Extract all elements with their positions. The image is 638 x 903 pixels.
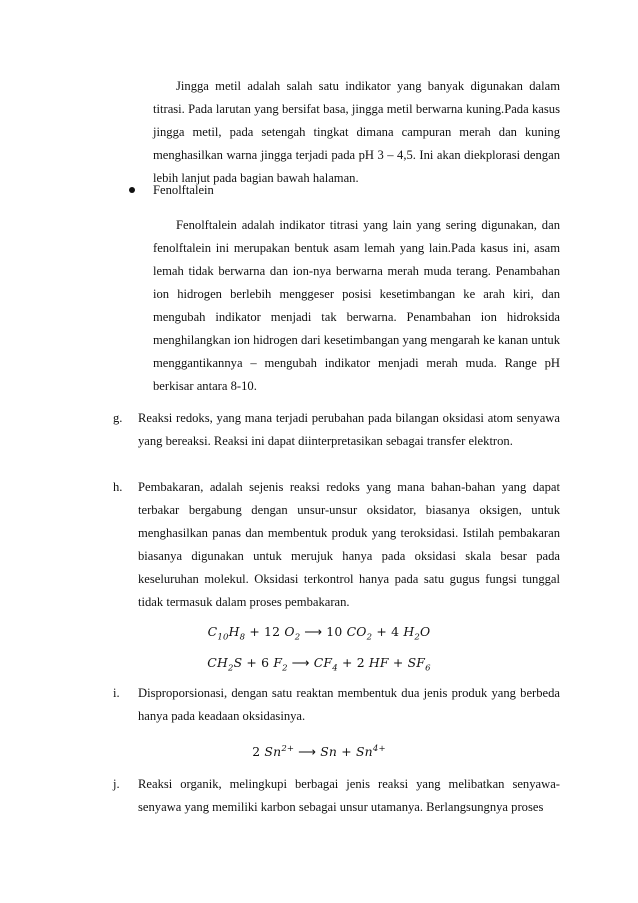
list-item-text: Reaksi redoks, yang mana terjadi perubahan pada bilangan oksidasi atom senyawa yang bereaksi. Reaksi ini dapat diinterpretasikan sebagai transfer elektron. (138, 411, 560, 448)
equation: $CH_2S + 6$ $F_2$ ⟶ $CF_4 + 2$ HF + $SF_6$ (207, 655, 431, 674)
list-marker: i. (113, 686, 120, 700)
list-item-text: Pembakaran, adalah sejenis reaksi redoks yang mana bahan-bahan yang dapat terbakar bergabung dengan unsur-unsur oksidator, biasanya oksigen, untuk menghasilkan panas dan membentuk produk yang teroksidasi. Istilah pembakaran biasanya digunakan untuk merujuk hanya pada oksidasi skala besar pada keseluruhan molekul. Oksidasi terkontrol hanya pada satu gugus fungsi tunggal tidak termasuk dalam proses pembakaran. (138, 480, 560, 609)
list-marker: j. (113, 777, 120, 791)
equation: $C_{10}H_8 + 12$ $O_2$ ⟶ 10 $CO_2 + 4$ $H_2O$ (207, 624, 431, 643)
list-marker: g. (113, 411, 123, 425)
list-item-text: Disproporsionasi, dengan satu reaktan membentuk dua jenis produk yang berbeda hanya pada keadaan oksidasinya. (138, 686, 560, 723)
list-marker: h. (113, 480, 123, 494)
list-item-text: Reaksi organik, melingkupi berbagai jenis reaksi yang melibatkan senyawa-senyawa yang memiliki karbon sebagai unsur utamanya. Berlangsungnya proses (138, 777, 560, 814)
bullet-label-fenolftalein: Fenolftalein (153, 183, 214, 197)
bullet-icon (129, 187, 135, 193)
equation: 2 $Sn^{2+}$ ⟶ $Sn + Sn^{4+}$ (252, 744, 386, 760)
paragraph-jingga-metil: Jingga metil adalah salah satu indikator yang banyak digunakan dalam titrasi. Pada larutan yang bersifat basa, jingga metil berwarna kuning.Pada kasus jingga metil, pada setengah tingkat dimana campuran merah dan kuning menghasilkan warna jingga terjadi pada pH 3 – 4,5. Ini akan diekplorasi dengan lebih lanjut pada bagian bawah halaman. (153, 79, 560, 185)
paragraph-fenolftalein: Fenolftalein adalah indikator titrasi yang lain yang sering digunakan, dan fenolftalein ini merupakan bentuk asam lemah yang lain.Pada kasus ini, asam lemah tidak berwarna dan ion-nya berwarna merah muda terang. Penambahan ion hidrogen berlebih menggeser posisi kesetimbangan ke arah kiri, dan mengubah indikator menjadi tak berwarna. Penambahan ion hidroksida menghilangkan ion hidrogen dari kesetimbangan yang mengarah ke kanan untuk menggantikannya – mengubah indikator menjadi merah muda. Range pH berkisar antara 8-10. (153, 218, 560, 393)
